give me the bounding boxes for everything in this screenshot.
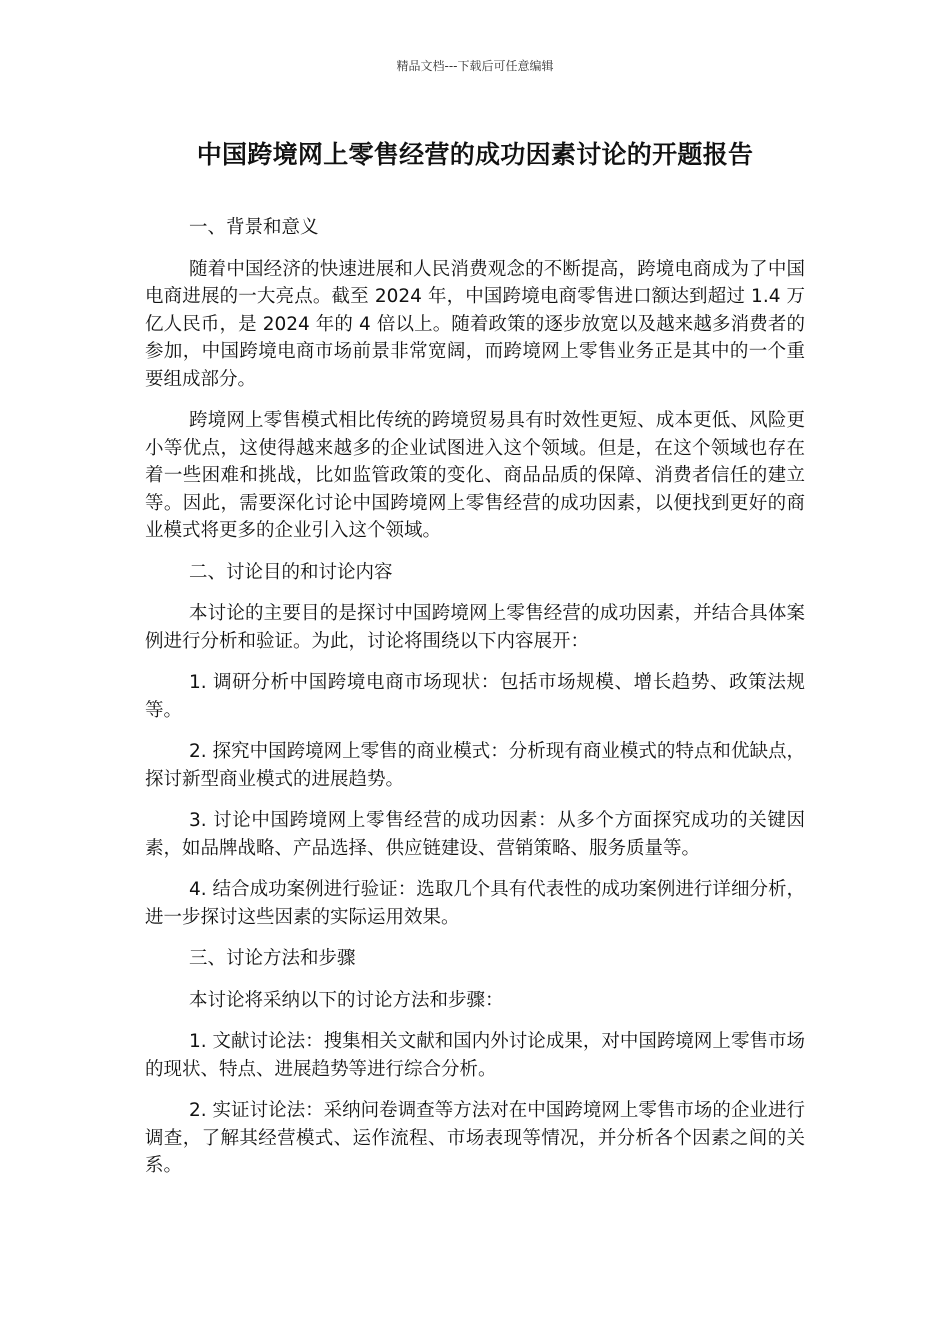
paragraph: 本讨论将采纳以下的讨论方法和步骤： [189, 989, 504, 1011]
header-note: 精品文档---下载后可任意编辑 [396, 59, 554, 73]
paragraph: 跨境网上零售模式相比传统的跨境贸易具有时效性更短、成本更低、风险更小等优点，这使得越来越多的企业试图进入这个领域。但是，在这个领域也存在着一些困难和挑战，比如监管政策的变化、商品品质的保障、消费者信任的建立等。因此，需要深化讨论中国跨境网上零售经营的成功因素，以便找到更好的商业模式将更多的企业引入这个领域。 [145, 410, 805, 541]
list-item: 1. 调研分析中国跨境电商市场现状：包括市场规模、增长趋势、政策法规等。 [145, 672, 805, 721]
paragraph: 本讨论的主要目的是探讨中国跨境网上零售经营的成功因素，并结合具体案例进行分析和验证。为此，讨论将围绕以下内容展开： [145, 603, 805, 652]
document-body [145, 214, 805, 1194]
list-item: 2. 实证讨论法：采纳问卷调查等方法对在中国跨境网上零售市场的企业进行调查，了解其经营模式、运作流程、市场表现等情况，并分析各个因素之间的关系。 [145, 1100, 805, 1176]
list-item: 4. 结合成功案例进行验证：选取几个具有代表性的成功案例进行详细分析，进一步探讨这些因素的实际运用效果。 [145, 879, 805, 928]
section-heading-purpose: 二、讨论目的和讨论内容 [189, 561, 393, 583]
section-heading-methods: 三、讨论方法和步骤 [189, 948, 356, 969]
section-heading-background: 一、背景和意义 [189, 217, 319, 238]
paragraph: 随着中国经济的快速进展和人民消费观念的不断提高，跨境电商成为了中国电商进展的一大亮点。截至 2024 年，中国跨境电商零售进口额达到超过 1.4 万亿人民币，是 2024 年的 4 倍以上。随着政策的逐步放宽以及越来越多消费者的参加，中国跨境电商市场前景非常宽阔，而跨境网上零售业务正是其中的一个重要组成部分。 [145, 258, 805, 390]
list-item: 1. 文献讨论法：搜集相关文献和国内外讨论成果，对中国跨境网上零售市场的现状、特点、进展趋势等进行综合分析。 [145, 1031, 805, 1080]
document-title: 中国跨境网上零售经营的成功因素讨论的开题报告 [196, 140, 754, 169]
list-item: 3. 讨论中国跨境网上零售经营的成功因素：从多个方面探究成功的关键因素，如品牌战略、产品选择、供应链建设、营销策略、服务质量等。 [145, 810, 805, 859]
list-item: 2. 探究中国跨境网上零售的商业模式：分析现有商业模式的特点和优缺点，探讨新型商业模式的进展趋势。 [145, 741, 805, 790]
